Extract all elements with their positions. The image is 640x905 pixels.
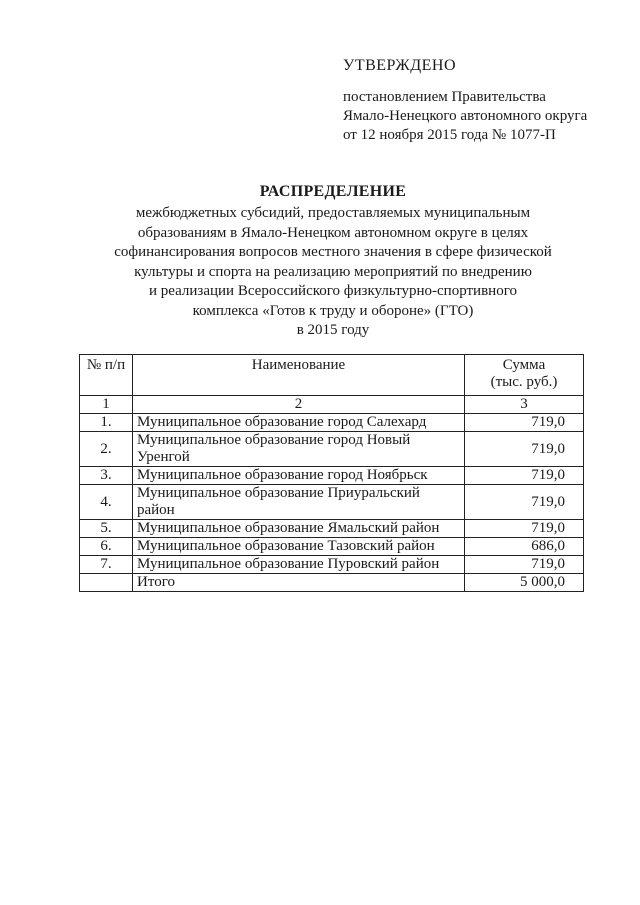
row-sum: 719,0: [465, 432, 584, 467]
row-num: 3.: [80, 467, 133, 485]
row-name: Муниципальное образование город Салехард: [133, 414, 465, 432]
document-title: РАСПРЕДЕЛЕНИЕ: [259, 183, 407, 200]
table-row: [80, 432, 584, 467]
column-index: 2: [133, 396, 465, 414]
heading-line: в 2015 году: [296, 322, 370, 338]
row-name: Муниципальное образование город Новый Уренгой: [133, 432, 465, 467]
row-num: 6.: [80, 538, 133, 556]
total-sum: 5 000,0: [465, 574, 584, 592]
heading-line: межбюджетных субсидий, предоставляемых муниципальным: [135, 205, 531, 221]
row-num: 4.: [80, 485, 133, 520]
total-num: [80, 574, 133, 592]
row-sum: 719,0: [465, 414, 584, 432]
row-sum: 719,0: [465, 467, 584, 485]
approval-line: от 12 ноября 2015 года № 1077-П: [343, 127, 556, 143]
heading-line: комплекса «Готов к труду и обороне» (ГТО): [192, 302, 474, 319]
table-row: [80, 520, 584, 538]
document-heading: [80, 182, 586, 341]
approval-block: [343, 56, 623, 145]
row-name: Муниципальное образование Приуральский район: [133, 485, 465, 520]
approval-line: постановлением Правительства: [343, 89, 546, 105]
distribution-table: [79, 354, 584, 592]
row-sum: 719,0: [465, 520, 584, 538]
column-index: 3: [465, 396, 584, 414]
row-num: 1.: [80, 414, 133, 432]
row-num: 2.: [80, 432, 133, 467]
header-sum: [465, 355, 584, 396]
header-num: № п/п: [80, 355, 133, 396]
row-sum: 686,0: [465, 538, 584, 556]
table-header-row: [80, 355, 584, 396]
table-row: [80, 538, 584, 556]
row-sum: 719,0: [465, 556, 584, 574]
column-index-row: [80, 396, 584, 414]
total-label: Итого: [133, 574, 465, 592]
heading-line: и реализации Всероссийского физкультурно-спортивного: [149, 283, 517, 299]
row-name: Муниципальное образование Пуровский район: [133, 556, 465, 574]
table-row: [80, 414, 584, 432]
heading-line: софинансирования вопросов местного значения в сфере физической: [114, 244, 552, 260]
table-row: [80, 485, 584, 520]
header-name: Наименование: [133, 355, 465, 396]
heading-line: культуры и спорта на реализацию мероприятий по внедрению: [134, 263, 532, 280]
table-total-row: [80, 574, 584, 592]
row-name: Муниципальное образование Тазовский район: [133, 538, 465, 556]
table-row: [80, 556, 584, 574]
table-row: [80, 467, 584, 485]
header-sum-line1: Сумма: [502, 357, 546, 373]
row-num: 5.: [80, 520, 133, 538]
approval-title: УТВЕРЖДЕНО: [343, 57, 457, 74]
heading-line: образованиям в Ямало-Ненецком автономном округе в целях: [137, 224, 529, 241]
approval-line: Ямало-Ненецкого автономного округа: [343, 108, 588, 124]
header-sum-line2: (тыс. руб.): [490, 374, 558, 390]
row-name: Муниципальное образование город Ноябрьск: [133, 467, 465, 485]
row-num: 7.: [80, 556, 133, 574]
column-index: 1: [80, 396, 133, 414]
row-sum: 719,0: [465, 485, 584, 520]
row-name: Муниципальное образование Ямальский район: [133, 520, 465, 538]
